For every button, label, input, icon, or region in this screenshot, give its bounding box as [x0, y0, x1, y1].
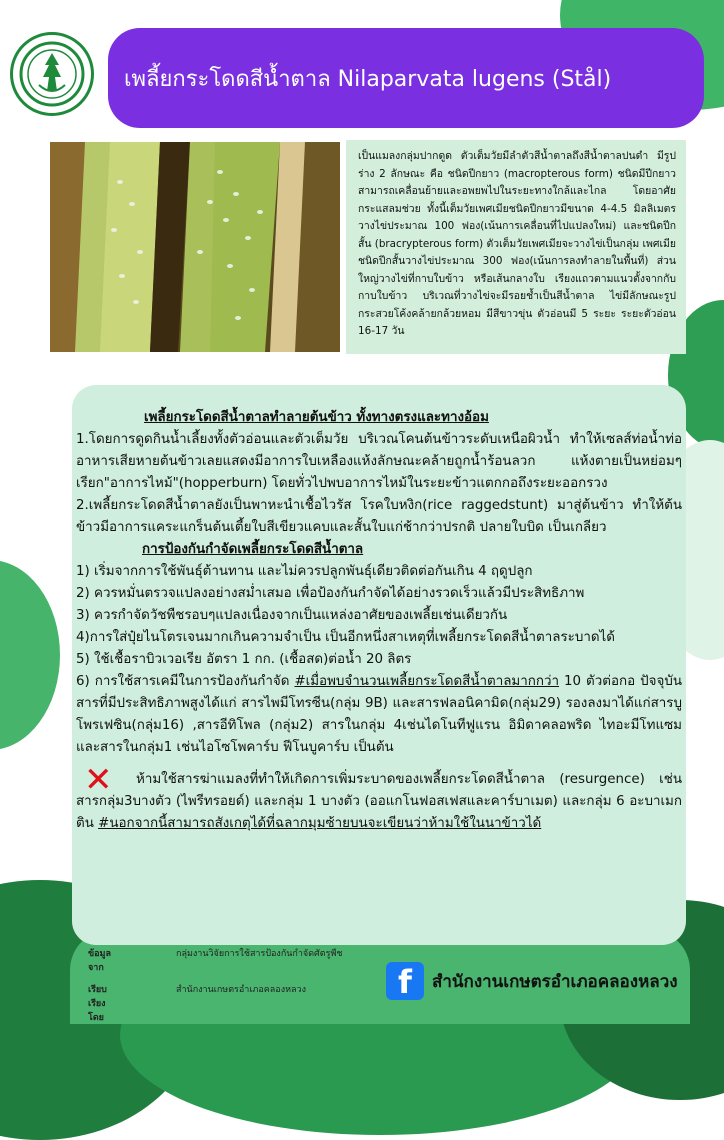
- page-title: เพลี้ยกระโดดสีน้ำตาล Nilaparvata lugens (Stål): [124, 66, 612, 92]
- title-banner: [108, 28, 704, 128]
- intro-text: เป็นแมลงกลุ่มปากดูด ตัวเต็มวัยมีลำตัวสีน้ำตาลถึงสีน้ำตาลปนดำ มีรูปร่าง 2 ลักษณะ คือ ชนิดปีกยาว (macropterous form) ชนิดมีปีกยาวสามารถเคลื่อนย้ายและอพยพไปในระยะทางใกล้และไกล โดยอาศัยกระแสลมช่วย ทั้งนี้เต็มวัยเพศเมียชนิดปีกยาวมีขนาด 4-4.5 มิลลิเมตร วางไข่ประมาณ 100 ฟอง(เน้นการเคลื่อนที่ไปแปลงใหม่) และชนิดปีกสั้น (bracrypterous form) ตัวเต็มวัยเพศเมียจะวางไข่เป็นกลุ่ม เพศเมียชนิดปีกสั้นวางไข่ประมาณ 300 ฟอง(เน้นการลงทำลายในพื้นที่) ส่วนใหญ่วางไข่ที่กาบใบข้าว หรือเส้นกลางใบ เรียงแถวตามแนวตั้งจากกับกาบใบข้าว บริเวณที่วางไข่จะมีรอยช้ำเป็นสีน้ำตาล ไข่มีลักษณะรูปกระสวยโค้งคล้ายกล้วยหอม มีสีขาวขุ่น ตัวอ่อนมี 5 ระยะ ระยะตัวอ่อน 16-17 วัน: [358, 150, 676, 337]
- warning-paragraph: [76, 760, 682, 835]
- control-item-6-rest: 10 ตัวต่อกอ ปัจจุบันสารที่มีประสิทธิภาพสูงได้แก่ สารไพมีโทรซีน(กลุ่ม 9B) และสารฟลอนิคามิด(กลุ่ม29) รองลงมาได้แก่สารบูโพรเฟซิน(กลุ่ม16) ,สารอีทิโพล (กลุ่ม2) สารในกลุ่ม 4เช่นไดโนทีฟูแรน อิมิดาคลอพริด ไทอะมีโทแซม และสารในกลุ่ม1 เช่นไอโซโพคาร์บ ฟีโนบูคาร์บ เป็นต้น: [76, 674, 682, 755]
- control-item-5: 5) ใช้เชื้อราบิวเวอเรีย อัตรา 1 กก. (เชื้อสด)ต่อน้ำ 20 ลิตร: [76, 652, 412, 667]
- office-name: สำนักงานเกษตรอำเภอคลองหลวง: [432, 972, 678, 992]
- intro-description: [346, 140, 686, 354]
- warning-label-note: #นอกจากนี้สามารถสังเกตุได้ที่ฉลากมุมซ้ายบนจะเขียนว่าห้ามใช้ในนาข้าวได้: [98, 816, 542, 831]
- facebook-icon[interactable]: f: [386, 962, 424, 1000]
- control-item-6-threshold: #เมื่อพบจำนวนเพลี้ยกระโดดสีน้ำตาลมากกว่า: [294, 674, 560, 689]
- compiled-label: เรียบเรียงโดย: [88, 985, 107, 1023]
- red-x-icon: ✕: [84, 760, 113, 800]
- control-item-6-lead: 6) การใช้สารเคมีในการป้องกันกำจัด: [76, 674, 295, 689]
- source-label: ข้อมูลจาก: [88, 949, 112, 973]
- content-panel: [72, 385, 686, 945]
- damage-paragraph-1: 1.โดยการดูดกินน้ำเลี้ยงทั้งตัวอ่อนและตัวเต็มวัย บริเวณโคนต้นข้าวระดับเหนือผิวน้ำ ทำให้เซลส์ท่อน้ำท่ออาหารเสียหายต้นข้าวเลยแสดงมีอาการใบเหลืองแห้งลักษณะคล้ายถูกน้ำร้อนลวก แห้งตายเป็นหย่อมๆ เรียก"อาการไหม้"(hopperburn) โดยทั่วไปพบอาการไหม้ในระยะข้าวแตกกอถึงระยะออกรวง: [76, 432, 682, 491]
- damage-heading: เพลี้ยกระโดดสีน้ำตาลทำลายต้นข้าว ทั้งทางตรงและทางอ้อม: [144, 410, 489, 425]
- bg-blob-left-mid: [0, 560, 60, 750]
- damage-paragraph-2: 2.เพลี้ยกระโดดสีน้ำตาลยังเป็นพาหะนำเชื้อไวรัส โรคใบหงิก(rice raggedstunt) มาสู่ต้นข้าว ทำให้ต้นข้าวมีอาการแคระแกร็นต้นเตี้ยใบสีเขียวแคบและสั้นใบแก่ช้ากว่าปรกติ ปลายใบบิด เป็นเกลียว: [76, 498, 682, 535]
- compiled-value: สำนักงานเกษตรอำเภอคลองหลวง: [176, 985, 306, 995]
- department-seal-logo: [10, 32, 94, 116]
- control-item-6: [76, 671, 682, 759]
- control-item-4: 4)การใส่ปุ๋ยไนโตรเจนมากเกินความจำเป็น เป็นอีกหนึ่งสาเหตุที่เพลี้ยกระโดดสีน้ำตาลระบาดได้: [76, 630, 615, 645]
- warning-text: ห้ามใช้สารฆ่าแมลงที่ทำให้เกิดการเพิ่มระบาดของเพลี้ยกระโดดสีน้ำตาล (resurgence) เช่นสารกลุ่ม3บางตัว (ไพรีทรอยด์) และกลุ่ม 1 บางตัว (ออแกโนฟอสเฟสและคาร์บาเมต) และกลุ่ม 6 อะบาเมกติน: [76, 772, 682, 831]
- control-item-2: 2) ควรหมั่นตรวจแปลงอย่างสม่ำเสมอ เพื่อป้องกันกำจัดได้อย่างรวดเร็วแล้วมีประสิทธิภาพ: [76, 586, 585, 601]
- source-value: กลุ่มงานวิจัยการใช้สารป้องกันกำจัดศัตรูพืช: [176, 949, 343, 959]
- control-item-3: 3) ควรกำจัดวัชพืชรอบๆแปลงเนื่องจากเป็นแหล่งอาศัยของเพลี้ยเช่นเดียวกัน: [76, 608, 508, 623]
- seal-icon: [17, 39, 87, 109]
- rice-stem-photo: [50, 142, 340, 352]
- control-heading: การป้องกันกำจัดเพลี้ยกระโดดสีน้ำตาล: [142, 542, 364, 557]
- control-item-1: 1) เริ่มจากการใช้พันธุ์ต้านทาน และไม่ควรปลูกพันธุ์เดียวติดต่อกันเกิน 4 ฤดูปลูก: [76, 564, 533, 579]
